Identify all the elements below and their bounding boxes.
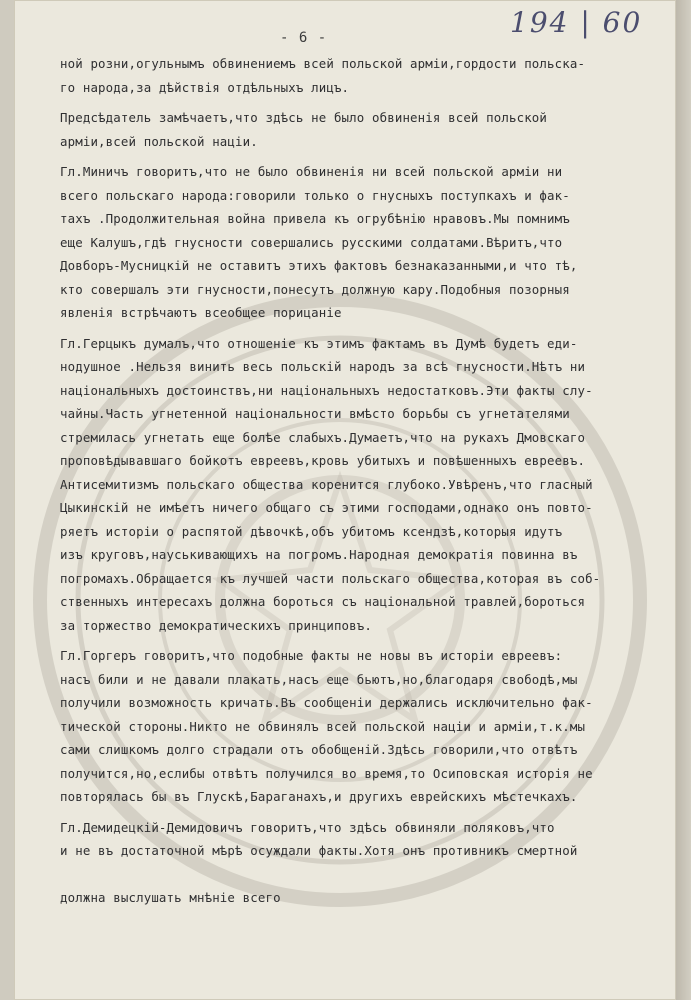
text-line: чайны.Часть угнетенной національности вмѣсто борьбы съ угнетателями — [60, 406, 570, 421]
text-line: національныхъ достоинствъ,ни національныхъ недостатковъ.Эти факты слу- — [60, 382, 593, 398]
text-line — [60, 863, 650, 887]
text-line: явленія встрѣчаютъ всеобщее порицаніе — [60, 305, 342, 320]
text-line: и не въ достаточной мѣрѣ осуждали факты.Хотя онъ противникъ смертной — [60, 843, 578, 858]
text-line: погромахъ.Обращается къ лучшей части польскаго общества,которая въ соб- — [60, 570, 601, 586]
page-right-edge — [676, 0, 691, 1000]
text-line: должна выслушать мнѣніе всего — [60, 890, 281, 905]
text-line: Антисемитизмъ польскаго общества коренится глубоко.Увѣренъ,что гласный — [60, 476, 593, 492]
text-line: кто совершалъ эти гнусности,понесутъ должную кару.Подобныя позорныя — [60, 281, 570, 297]
text-line: изъ круговъ,науськивающихъ на погромъ.Народная демократія повинна въ — [60, 547, 578, 562]
text-line: повторялась бы въ Глускѣ,Бараганахъ,и другихъ еврейскихъ мѣстечкахъ. — [60, 789, 578, 804]
text-line: сами слишкомъ долго страдали отъ обобщеній.Здѣсь говорили,что отвѣтъ — [60, 742, 578, 757]
text-line: нодушное .Нельзя винить весь польскій народъ за всѣ гнусности.Нѣтъ ни — [60, 359, 586, 374]
text-line: еще Калушъ,гдѣ гнусности совершались русскими солдатами.Вѣритъ,что — [60, 234, 563, 250]
text-line: стремилась угнетать еще болѣе слабыхъ.Думаетъ,что на рукахъ Дмовскаго — [60, 429, 586, 445]
text-line: го народа,за дѣйствія отдѣльныхъ лицъ. — [60, 79, 350, 95]
text-line: проповѣдывавшаго бойкотъ евреевъ,кровь убитыхъ и повѣшенныхъ евреевъ. — [60, 453, 586, 468]
text-line: тахъ .Продолжительная война привела къ огрубѣнію нравовъ.Мы помнимъ — [60, 211, 570, 226]
text-line: Гл.Горгеръ говоритъ,что подобные факты не новы въ исторіи евреевъ: — [60, 648, 563, 663]
text-line: Гл.Герцыкъ думалъ,что отношеніе къ этимъ фактамъ въ Думѣ будетъ еди- — [60, 335, 578, 351]
page-left-edge — [0, 0, 14, 1000]
text-line: за торжество демократическихъ принциповъ. — [60, 617, 373, 633]
text-line: тической стороны.Никто не обвинялъ всей польской націи и арміи,т.к.мы — [60, 718, 586, 734]
text-line: Цыкинскій не имѣетъ ничего общаго съ этими господами,однако онъ повто- — [60, 500, 593, 515]
page-number: - 6 - — [280, 30, 328, 46]
text-line: Предсѣдатель замѣчаетъ,что здѣсь не было обвиненія всей польской — [60, 110, 548, 125]
text-line: Гл.Демидецкій-Демидовичъ говоритъ,что здѣсь обвиняли поляковъ,что — [60, 819, 555, 835]
text-line: Гл.Миничъ говоритъ,что не было обвиненія ни всей польской арміи ни — [60, 164, 563, 179]
text-line: насъ били и не давали плакать,насъ еще бьютъ,но,благодаря свободѣ,мы — [60, 671, 578, 687]
text-line: всего польскаго народа:говорили только о гнусныхъ поступкахъ и фак- — [60, 187, 570, 203]
text-line: арміи,всей польской націи. — [60, 133, 258, 149]
text-line: получится,но,еслибы отвѣтъ получился во время,то Осиповская исторія не — [60, 765, 593, 781]
text-line: ряетъ исторіи о распятой дѣвочкѣ,объ убитомъ ксендзѣ,которыя идутъ — [60, 523, 563, 539]
text-line: ной розни,огульнымъ обвинениемъ всей польской арміи,гордости польска- — [60, 56, 586, 71]
text-line: получили возможность кричать.Въ сообщеніи держались исключительно фак- — [60, 695, 593, 710]
text-line: Довборъ-Мусницкій не оставитъ этихъ фактовъ безнаказанными,и что тѣ, — [60, 258, 578, 273]
archive-handwritten-number: 194 | 60 — [510, 6, 643, 39]
text-line: ственныхъ интересахъ должна бороться съ національной травлей,бороться — [60, 594, 586, 609]
typed-text-body — [60, 52, 650, 910]
